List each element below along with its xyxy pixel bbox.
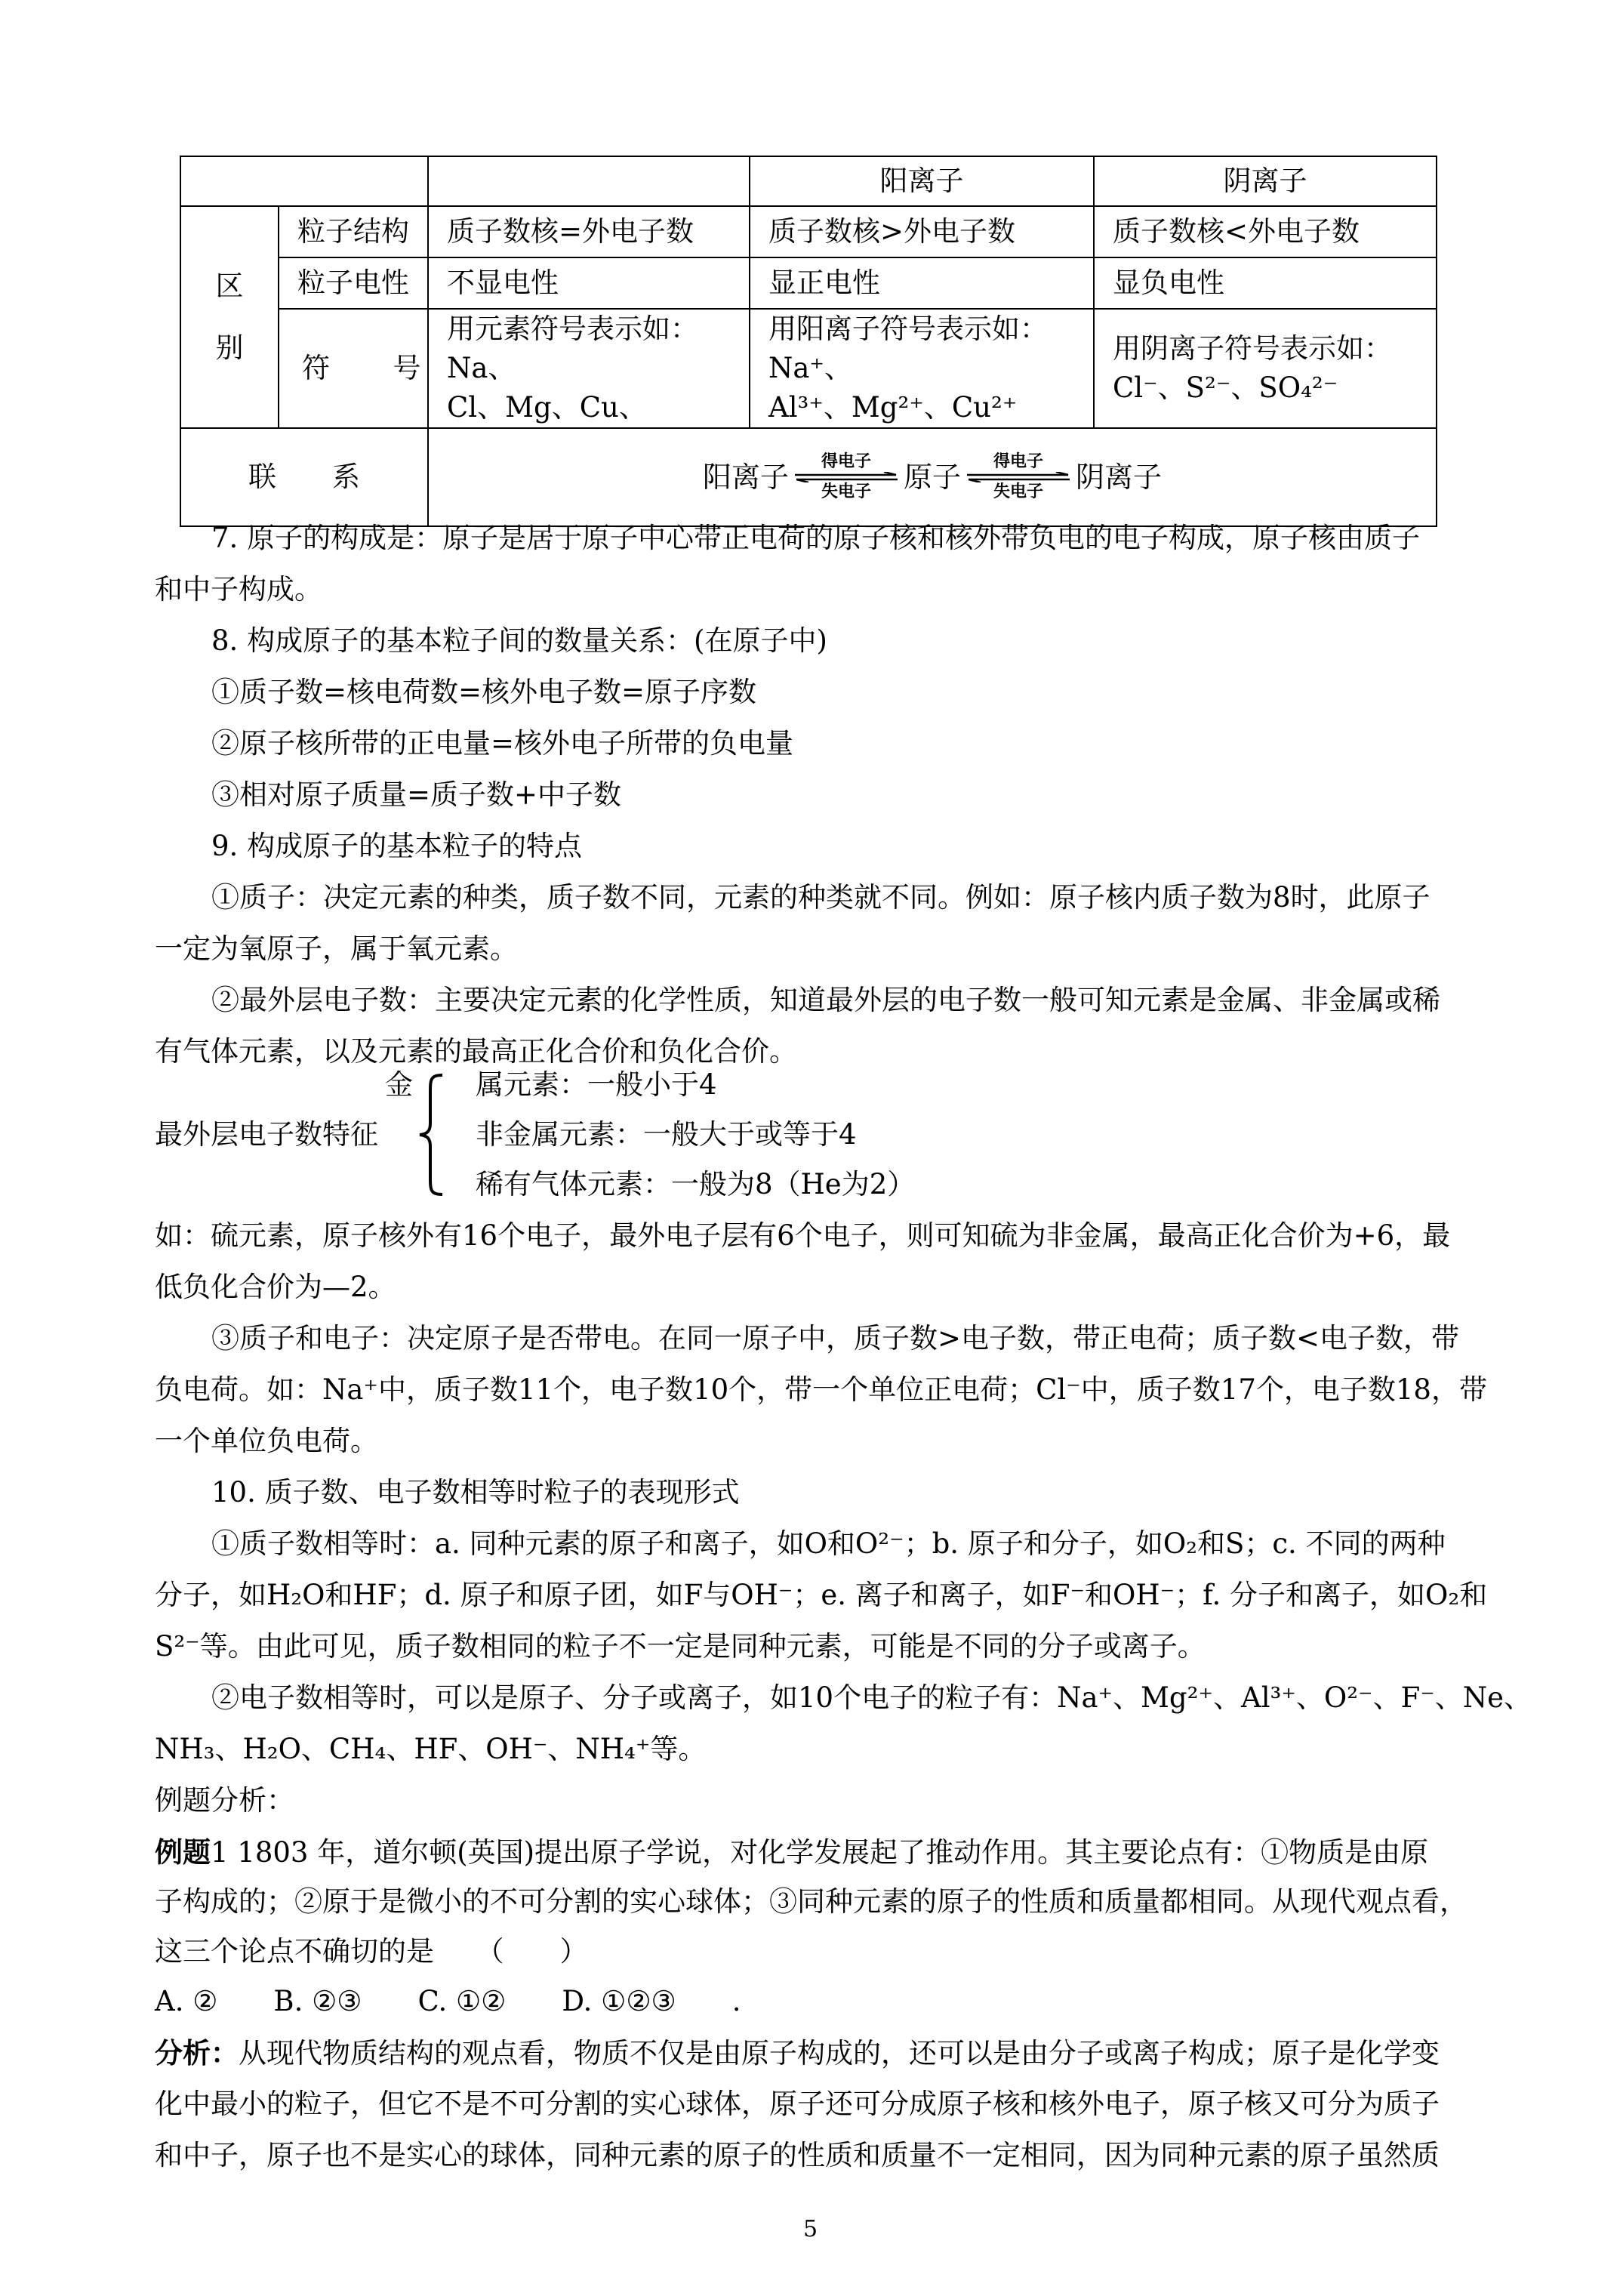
gain-label-1: 得电子 (821, 452, 871, 471)
group-label-2: 别 (215, 331, 244, 364)
paragraph-8-item-2: ②原子核所带的正电量=核外电子所带的负电量 (211, 727, 794, 760)
analysis-line-1 (155, 2034, 1440, 2073)
cell-cation: 质子数核>外电子数 (750, 206, 1094, 257)
relation-atom: 原子 (903, 461, 961, 494)
gain-label-2: 得电子 (993, 452, 1043, 471)
symbol-label-b: 号 (393, 352, 421, 384)
example-1-line-1 (155, 1833, 1428, 1872)
example-1-line-3: 这三个论点不确切的是 （ ） (155, 1935, 588, 1968)
group-label-cell (180, 206, 279, 428)
row-label: 粒子电性 (279, 257, 428, 309)
paragraph-10-heading: 10. 质子数、电子数相等时粒子的表现形式 (211, 1476, 740, 1509)
brace-title: 最外层电子数特征 (155, 1118, 378, 1151)
brace-item-3: 稀有气体元素：一般为8（He为2） (476, 1168, 916, 1200)
relation-diagram (428, 428, 1437, 526)
atom-symbol-line-2: Cl、Mg、Cu、 (447, 391, 647, 424)
brace-item-2: 非金属元素：一般大于或等于4 (476, 1118, 857, 1151)
equilibrium-arrow-icon (965, 452, 1071, 502)
paragraph-7-line-2: 和中子构成。 (155, 573, 322, 606)
relation-anion: 阴离子 (1076, 461, 1163, 494)
table-header-row (180, 156, 1437, 206)
cell-atom: 质子数核=外电子数 (428, 206, 750, 257)
paragraph-9-heading: 9. 构成原子的基本粒子的特点 (211, 830, 583, 862)
paragraph-9-item-1-line-1: ①质子：决定元素的种类，质子数不同，元素的种类就不同。例如：原子核内质子数为8时，此原子 (211, 881, 1431, 914)
cell-atom-symbol (428, 309, 750, 428)
paragraph-10-item-1-line-2: 分子，如H₂O和HF；d. 原子和原子团，如F与OH⁻；e. 离子和离子，如F⁻和OH⁻；f. 分子和离子，如O₂和 (155, 1579, 1488, 1611)
header-anion: 阴离子 (1094, 156, 1437, 206)
symbol-label-a: 符 (302, 352, 330, 384)
example-1-text: 1 1803 年，道尔顿(英国)提出原子学说，对化学发展起了推动作用。其主要论点有：①物质是由原 (211, 1836, 1429, 1869)
paragraph-9-item-3-line-1: ③质子和电子：决定原子是否带电。在同一原子中，质子数>电子数，带正电荷；质子数<电子数，带 (211, 1322, 1460, 1354)
paragraph-8-item-1: ①质子数=核电荷数=核外电子数=原子序数 (211, 676, 757, 708)
analysis-line-2: 化中最小的粒子，但它不是不可分割的实心球体，原子还可分成原子核和核外电子，原子核又可分为质子 (155, 2088, 1440, 2120)
paragraph-10-item-1-line-3: S²⁻等。由此可见，质子数相同的粒子不一定是同种元素，可能是不同的分子或离子。 (155, 1630, 1206, 1663)
paragraph-9-item-2-line-2: 有气体元素，以及元素的最高正化合价和负化合价。 (155, 1035, 797, 1068)
comparison-table (180, 156, 1437, 527)
relation-cation: 阳离子 (702, 461, 789, 494)
table-row (180, 309, 1437, 428)
paragraph-9-item-3-line-2: 负电荷。如：Na⁺中，质子数11个，电子数10个，带一个单位正电荷；Cl⁻中，质子数17个，电子数18，带 (155, 1373, 1487, 1406)
header-cation: 阳离子 (750, 156, 1094, 206)
cell-atom: 不显电性 (428, 257, 750, 309)
lose-label-2: 失电子 (993, 482, 1043, 501)
example-line-2: 低负化合价为—2。 (155, 1271, 396, 1303)
paragraph-8-heading: 8. 构成原子的基本粒子间的数量关系：(在原子中) (211, 624, 827, 657)
example-1-line-2: 子构成的；②原于是微小的不可分割的实心球体；③同种元素的原子的性质和质量都相同。从现代观点看， (155, 1885, 1467, 1918)
cation-symbol-line-2: Al³⁺、Mg²⁺、Cu²⁺ (768, 391, 1018, 424)
atom-symbol-line-1: 用元素符号表示如：Na、 (447, 313, 698, 384)
example-1-options: A. ② B. ②③ C. ①② D. ①②③ . (155, 1985, 741, 2017)
paragraph-10-item-2-line-1: ②电子数相等时，可以是原子、分子或离子，如10个电子的粒子有：Na⁺、Mg²⁺、Al³⁺、O²⁻、F⁻、Ne、 (211, 1681, 1532, 1714)
analysis-line-3: 和中子，原子也不是实心的球体，同种元素的原子的性质和质量不一定相同，因为同种元素的原子虽然质 (155, 2139, 1440, 2171)
cell-anion: 显负电性 (1094, 257, 1437, 309)
cell-anion: 质子数核<外电子数 (1094, 206, 1437, 257)
page-number: 5 (803, 2216, 818, 2242)
example-1-label: 例题 (155, 1835, 211, 1869)
relation-label: 联 系 (180, 428, 428, 526)
brace-item-1: 属元素：一般小于4 (476, 1068, 717, 1101)
group-label-1: 区 (215, 270, 244, 302)
paragraph-9-item-2-line-1: ②最外层电子数：主要决定元素的化学性质，知道最外层的电子数一般可知元素是金属、非金属或稀 (211, 984, 1440, 1016)
paragraph-9-item-1-line-2: 一定为氧原子，属于氧元素。 (155, 932, 518, 965)
curly-brace-icon (417, 1071, 447, 1199)
header-atom-cell (428, 156, 750, 206)
cell-cation: 显正电性 (750, 257, 1094, 309)
brace-top-char: 金 (385, 1068, 413, 1101)
table-row (180, 206, 1437, 257)
cell-cation-symbol (750, 309, 1094, 428)
paragraph-10-item-2-line-2: NH₃、H₂O、CH₄、HF、OH⁻、NH₄⁺等。 (155, 1733, 707, 1765)
lose-label-1: 失电子 (821, 482, 871, 501)
analysis-label: 分析： (155, 2036, 239, 2069)
anion-symbol-line-2: Cl⁻、S²⁻、SO₄²⁻ (1113, 371, 1338, 404)
cell-anion-symbol (1094, 309, 1437, 428)
paragraph-10-item-1-line-1: ①质子数相等时：a. 同种元素的原子和离子，如O和O²⁻；b. 原子和分子，如O₂和S；c. 不同的两种 (211, 1527, 1446, 1560)
equilibrium-arrow-icon (793, 452, 899, 502)
paragraph-8-item-3: ③相对原子质量=质子数+中子数 (211, 778, 622, 811)
analysis-text: 从现代物质结构的观点看，物质不仅是由原子构成的，还可以是由分子或离子构成；原子是化学变 (239, 2037, 1440, 2069)
header-empty-cell (180, 156, 428, 206)
anion-symbol-line-1: 用阴离子符号表示如： (1113, 332, 1392, 365)
analysis-heading: 例题分析： (155, 1784, 294, 1817)
paragraph-9-item-3-line-3: 一个单位负电荷。 (155, 1425, 378, 1457)
table-row (180, 257, 1437, 309)
cation-symbol-line-1: 用阳离子符号表示如：Na⁺、 (768, 313, 1048, 384)
table-row-relation (180, 428, 1437, 526)
row-label: 粒子结构 (279, 206, 428, 257)
paragraph-7-line-1: 7. 原子的构成是：原子是居于原子中心带正电荷的原子核和核外带负电的电子构成，原子核由质子 (211, 522, 1421, 554)
row-label-symbol (279, 309, 428, 428)
example-line-1: 如：硫元素，原子核外有16个电子，最外电子层有6个电子，则可知硫为非金属，最高正化合价为+6，最 (155, 1219, 1451, 1252)
